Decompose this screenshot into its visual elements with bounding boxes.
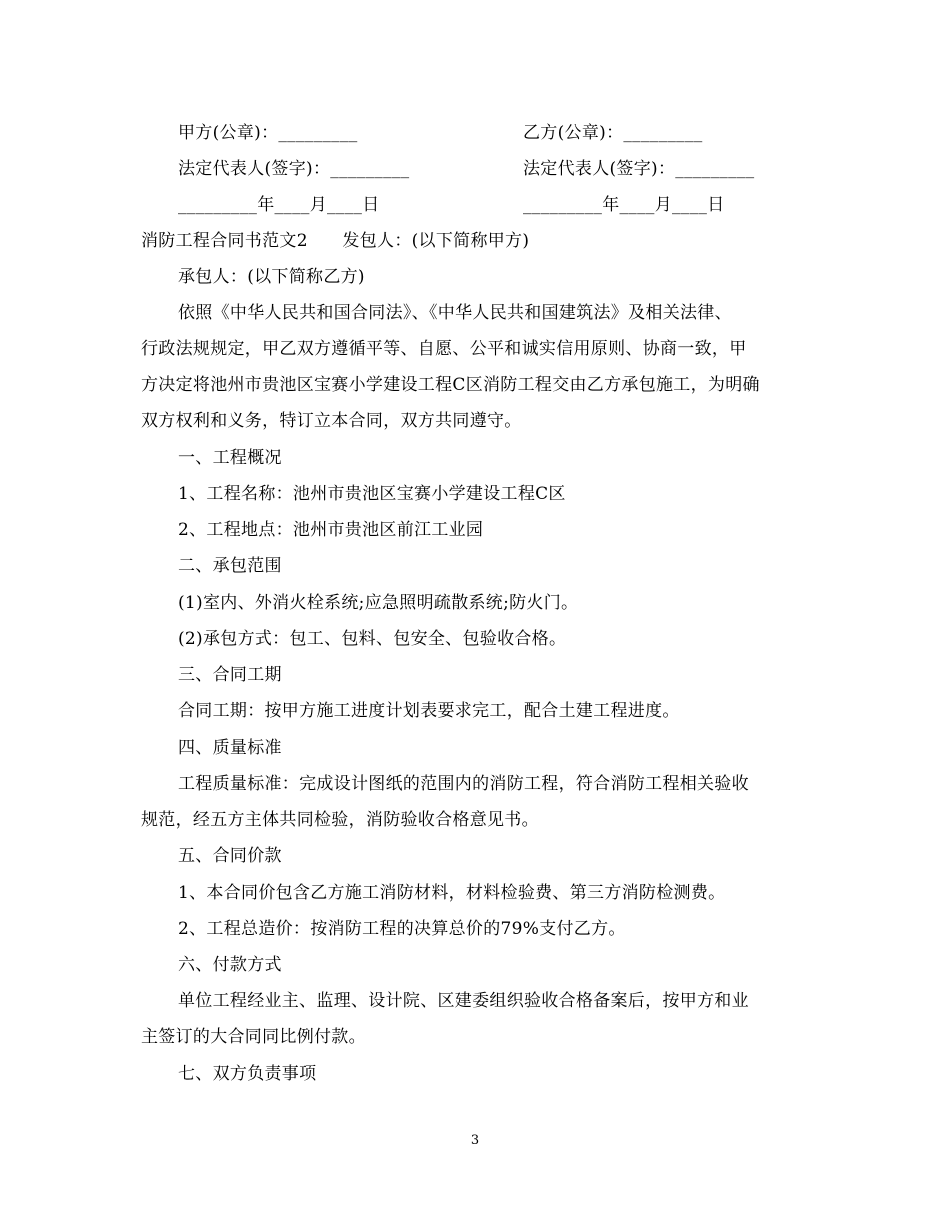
- preamble-line-3: 方决定将池州市贵池区宝赛小学建设工程C区消防工程交由乙方承包施工，为明确: [141, 375, 760, 395]
- preamble-line-2: 行政法规规定，甲乙双方遵循平等、自愿、公平和诚实信用原则、协商一致，甲: [141, 339, 747, 359]
- section-heading-5: 五、合同价款: [178, 846, 282, 866]
- scope-item-2: (2)承包方式：包工、包料、包安全、包验收合格。: [178, 629, 567, 649]
- project-name: 1、工程名称：池州市贵池区宝赛小学建设工程C区: [178, 484, 566, 504]
- party-b-representative: 法定代表人(签字)：_________: [523, 159, 755, 179]
- quality-text-2: 规范，经五方主体共同检验，消防验收合格意见书。: [141, 810, 539, 830]
- schedule-text: 合同工期：按甲方施工进度计划表要求完工，配合土建工程进度。: [178, 701, 680, 721]
- party-a-seal: 甲方(公章)：_________: [178, 123, 358, 143]
- preamble-line-4: 双方权利和义务，特订立本合同，双方共同遵守。: [141, 411, 522, 431]
- section-heading-6: 六、付款方式: [178, 955, 282, 975]
- contract-title-line: 消防工程合同书范文2 发包人：(以下简称甲方): [141, 231, 530, 251]
- party-a-date: _________年____月____日: [178, 195, 380, 215]
- party-a-representative: 法定代表人(签字)：_________: [178, 159, 410, 179]
- payment-text-1: 单位工程经业主、监理、设计院、区建委组织验收合格备案后，按甲方和业: [178, 991, 749, 1011]
- party-b-date: _________年____月____日: [523, 195, 725, 215]
- payment-text-2: 主签订的大合同同比例付款。: [141, 1027, 366, 1047]
- project-location: 2、工程地点：池州市贵池区前江工业园: [178, 520, 484, 540]
- contractor-line: 承包人：(以下简称乙方): [178, 267, 365, 287]
- section-heading-2: 二、承包范围: [178, 556, 282, 576]
- quality-text-1: 工程质量标准：完成设计图纸的范围内的消防工程，符合消防工程相关验收: [178, 774, 749, 794]
- scope-item-1: (1)室内、外消火栓系统;应急照明疏散系统;防火门。: [178, 593, 579, 613]
- party-b-seal: 乙方(公章)：_________: [523, 123, 703, 143]
- section-heading-3: 三、合同工期: [178, 665, 282, 685]
- section-heading-4: 四、质量标准: [178, 738, 282, 758]
- page-number: 3: [470, 1133, 480, 1148]
- section-heading-7: 七、双方负责事项: [178, 1064, 317, 1084]
- preamble-line-1: 依照《中华人民共和国合同法》、《中华人民共和国建筑法》及相关法律、: [178, 303, 732, 323]
- price-item-1: 1、本合同价包含乙方施工消防材料，材料检验费、第三方消防检测费。: [178, 883, 726, 903]
- price-item-2: 2、工程总造价：按消防工程的决算总价的79%支付乙方。: [178, 919, 626, 939]
- section-heading-1: 一、工程概况: [178, 448, 282, 468]
